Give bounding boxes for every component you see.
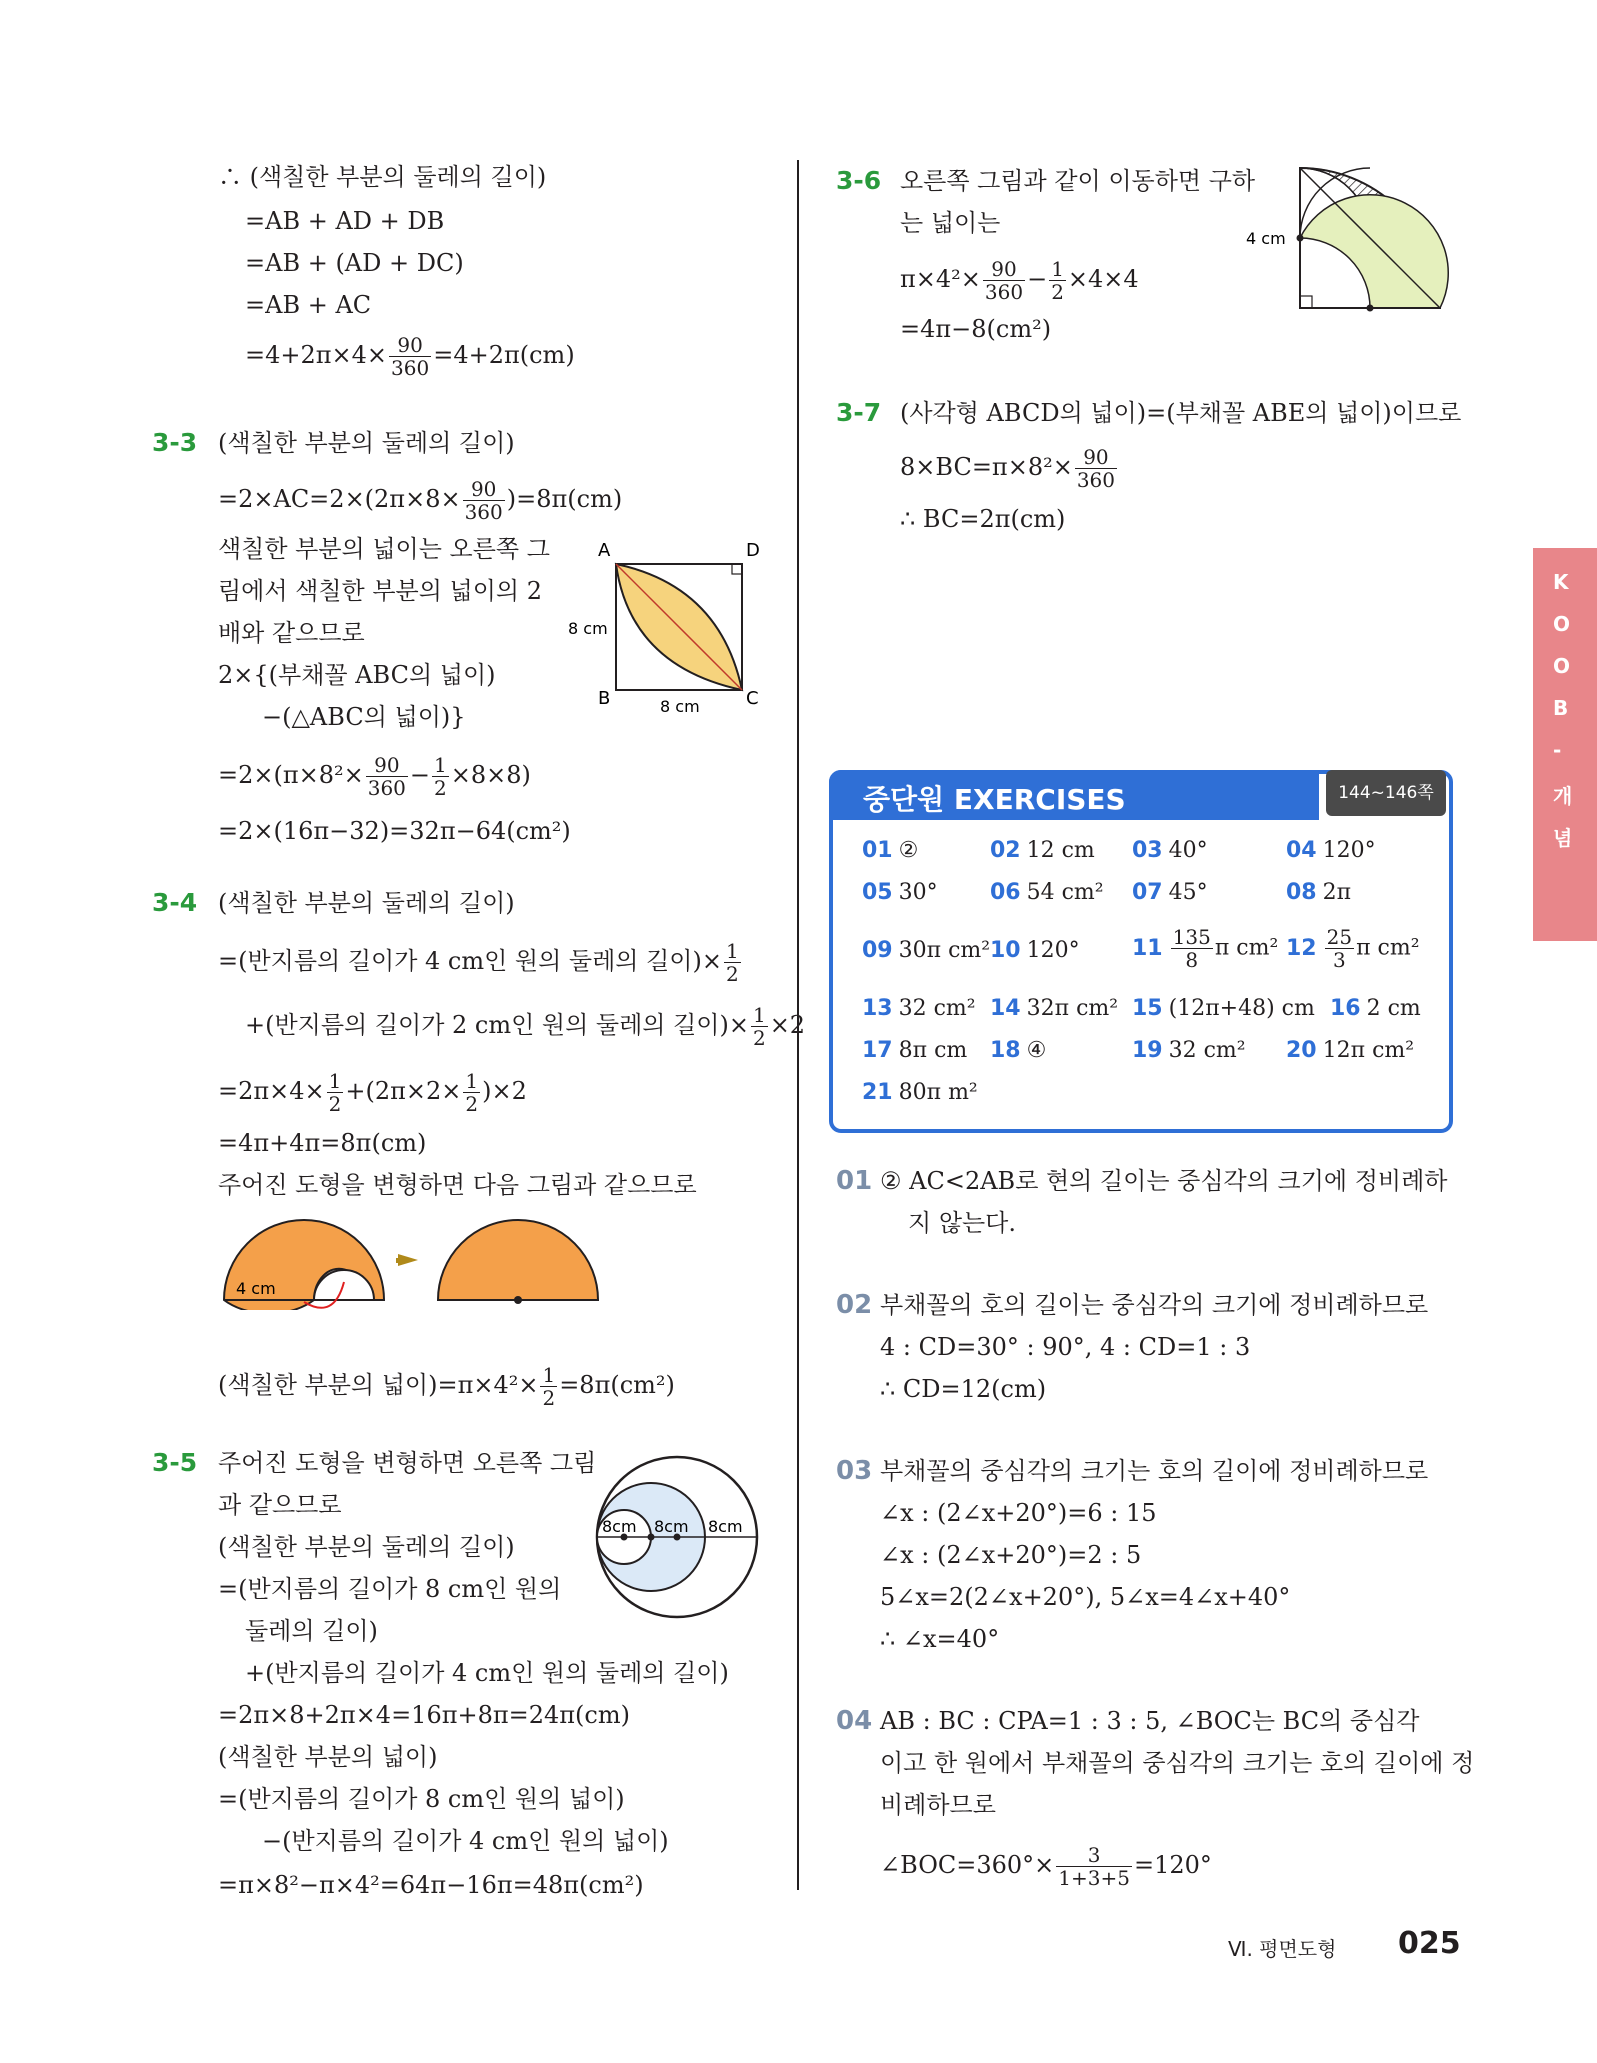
problem-number: 3-3 xyxy=(152,428,198,457)
problem-number: 3-5 xyxy=(152,1448,198,1477)
text-line: ∴ (색칠한 부분의 둘레의 길이) xyxy=(218,163,547,191)
side-tab-char: K xyxy=(1553,570,1569,594)
text-line: 2×{(부채꼴 ABC의 넓이) xyxy=(218,661,496,689)
side-tab-char: 개 xyxy=(1553,784,1573,808)
text-line: 오른쪽 그림과 같이 이동하면 구하 xyxy=(900,167,1256,195)
answer-item: 08 2π xyxy=(1286,880,1352,905)
text-line: 색칠한 부분의 넓이는 오른쪽 그 xyxy=(218,535,550,563)
text-line: 5∠x=2(2∠x+20°), 5∠x=4∠x+40° xyxy=(880,1583,1291,1611)
label-c: 8cm xyxy=(708,1517,743,1536)
side-tab-char: - xyxy=(1553,738,1562,762)
exercises-page-tag: 144~146쪽 xyxy=(1326,770,1446,816)
footer-section: Ⅵ. 평면도형 xyxy=(1228,1937,1337,1961)
formula-line: =2×(π×8²× $\frac{90}{360}$ − $\frac{1}{2}$ ×8×8) xyxy=(218,753,531,800)
text-line: 주어진 도형을 변형하면 오른쪽 그림 xyxy=(218,1449,597,1477)
text-line: =(반지름의 길이가 8 cm인 원의 넓이) xyxy=(218,1785,625,1813)
label-D: D xyxy=(746,540,760,561)
problem-number: 3-7 xyxy=(836,398,882,427)
exercises-title: 중단원 EXERCISES xyxy=(863,783,1126,816)
question-number: 01 xyxy=(836,1166,873,1196)
answer-item: 20 12π cm² xyxy=(1286,1038,1415,1063)
text-line: 지 않는다. xyxy=(908,1209,1016,1237)
answer-item: 15 (12π+48) cm xyxy=(1132,996,1315,1021)
answer-item: 10 120° xyxy=(990,938,1080,963)
transform-figure xyxy=(214,1210,614,1310)
formula-line: =2π×4× $\frac{1}{2}$ +(2π×2× $\frac{1}{2}$ )×2 xyxy=(218,1069,527,1116)
label-a: 8cm xyxy=(602,1517,637,1536)
problem-number: 3-4 xyxy=(152,888,198,917)
text-line: =4π−8(cm²) xyxy=(900,315,1052,343)
side-tab-char: O xyxy=(1553,612,1571,636)
side-label: 4 cm xyxy=(1246,229,1286,248)
text-line: ∴ BC=2π(cm) xyxy=(900,505,1066,533)
answer-item: 01 ② xyxy=(862,838,919,863)
formula-line: 8×BC=π×8²× $\frac{90}{360}$ xyxy=(900,445,1116,492)
question-number: 03 xyxy=(836,1456,873,1486)
side-tab-char: 념 xyxy=(1553,826,1573,850)
text-line: 배와 같으므로 xyxy=(218,619,365,647)
answer-item: 02 12 cm xyxy=(990,838,1095,863)
formula-line: (색칠한 부분의 넓이)=π×4²× $\frac{1}{2}$ =8π(cm²) xyxy=(218,1363,675,1410)
label-B: B xyxy=(598,688,611,709)
answer-item: 12 $\frac{25}{3}$ π cm² xyxy=(1286,925,1420,972)
answer-item: 04 120° xyxy=(1286,838,1376,863)
text-line: =π×8²−π×4²=64π−16π=48π(cm²) xyxy=(218,1871,644,1899)
formula-part: =4+2π(cm) xyxy=(433,341,575,369)
answer-item: 16 2 cm xyxy=(1330,996,1421,1021)
text-line: ∴ ∠x=40° xyxy=(880,1625,1000,1653)
answer-item: 17 8π cm xyxy=(862,1038,968,1063)
answer-item: 09 30π cm² xyxy=(862,938,991,963)
text-line: −(△ABC의 넓이)} xyxy=(262,703,466,731)
answer-item: 13 32 cm² xyxy=(862,996,976,1021)
side-tab-char: O xyxy=(1553,654,1571,678)
text-line: =AB + AC xyxy=(245,291,372,319)
problem-number: 3-6 xyxy=(836,166,882,195)
label-b: 8cm xyxy=(654,1517,689,1536)
formula-line: π×4²× $\frac{90}{360}$ − $\frac{1}{2}$ ×4×4 xyxy=(900,257,1139,304)
text-line: (색칠한 부분의 둘레의 길이) xyxy=(218,1533,515,1561)
text-line: =2π×8+2π×4=16π+8π=24π(cm) xyxy=(218,1701,630,1729)
text-line: 둘레의 길이) xyxy=(245,1617,378,1645)
text-line: ② AC<2AB로 현의 길이는 중심각의 크기에 정비례하 xyxy=(880,1167,1448,1195)
circles-figure xyxy=(592,1452,762,1622)
radius-label: 4 cm xyxy=(236,1279,276,1298)
text-line: 비례하므로 xyxy=(880,1791,996,1819)
answer-item: 19 32 cm² xyxy=(1132,1038,1246,1063)
side-tab xyxy=(1533,548,1597,941)
text-line: −(반지름의 길이가 4 cm인 원의 넓이) xyxy=(262,1827,669,1855)
text-line: =4π+4π=8π(cm) xyxy=(218,1129,427,1157)
page-number: 025 xyxy=(1398,1926,1461,1961)
text-line: (사각형 ABCD의 넓이)=(부채꼴 ABE의 넓이)이므로 xyxy=(900,399,1462,427)
text-line: =AB + (AD + DC) xyxy=(245,249,464,277)
label-A: A xyxy=(598,540,611,561)
formula-line: ∠BOC=360°× $\frac{3}{1+3+5}$ =120° xyxy=(880,1843,1212,1890)
text-line: ∠x : (2∠x+20°)=6 : 15 xyxy=(880,1499,1157,1527)
side-tab-char: B xyxy=(1553,696,1569,720)
answer-item: 05 30° xyxy=(862,880,938,905)
answer-item: 11 $\frac{135}{8}$ π cm² xyxy=(1132,925,1279,972)
label-bottom: 8 cm xyxy=(660,697,700,716)
formula-line: =2×AC=2×(2π×8× $\frac{90}{360}$ )=8π(cm) xyxy=(218,477,623,524)
text-line: =(반지름의 길이가 8 cm인 원의 xyxy=(218,1575,562,1603)
text-line: =2×(16π−32)=32π−64(cm²) xyxy=(218,817,571,845)
text-line: (색칠한 부분의 둘레의 길이) xyxy=(218,889,515,917)
formula-line: +(반지름의 길이가 2 cm인 원의 둘레의 길이)× $\frac{1}{2}$ ×2 xyxy=(245,1003,806,1050)
formula-line xyxy=(245,334,575,379)
answer-item: 21 80π m² xyxy=(862,1080,978,1105)
question-number: 04 xyxy=(836,1706,873,1736)
text-line: ∴ CD=12(cm) xyxy=(880,1375,1047,1403)
text-line: 과 같으므로 xyxy=(218,1491,342,1519)
text-line: 4 : CD=30° : 90°, 4 : CD=1 : 3 xyxy=(880,1333,1251,1361)
label-C: C xyxy=(746,688,759,709)
text-line: 이고 한 원에서 부채꼴의 중심각의 크기는 호의 길이에 정 xyxy=(880,1749,1475,1777)
answer-item: 14 32π cm² xyxy=(990,996,1119,1021)
question-number: 02 xyxy=(836,1290,873,1320)
answer-item: 07 45° xyxy=(1132,880,1208,905)
text-line: 는 넓이는 xyxy=(900,209,1001,237)
text-line: ∠x : (2∠x+20°)=2 : 5 xyxy=(880,1541,1142,1569)
text-line: (색칠한 부분의 넓이) xyxy=(218,1743,438,1771)
answer-item: 03 40° xyxy=(1132,838,1208,863)
text-line: 림에서 색칠한 부분의 넓이의 2 xyxy=(218,577,542,605)
text-line: 부채꼴의 중심각의 크기는 호의 길이에 정비례하므로 xyxy=(880,1457,1429,1485)
text-line: =AB + AD + DB xyxy=(245,207,445,235)
formula-part: =4+2π×4× xyxy=(245,341,388,369)
quarter-circle-figure xyxy=(1240,160,1450,320)
text-line: 부채꼴의 호의 길이는 중심각의 크기에 정비례하므로 xyxy=(880,1291,1429,1319)
exercises-header xyxy=(829,770,1319,820)
text-line: 주어진 도형을 변형하면 다음 그림과 같으므로 xyxy=(218,1171,697,1199)
fraction: $\frac{90}{360}$ xyxy=(391,333,430,380)
formula-line: =(반지름의 길이가 4 cm인 원의 둘레의 길이)× $\frac{1}{2}$ xyxy=(218,939,739,986)
text-line: AB : BC : CPA=1 : 3 : 5, ∠BOC는 BC의 중심각 xyxy=(880,1707,1420,1735)
label-side: 8 cm xyxy=(568,619,608,638)
answer-item: 18 ④ xyxy=(990,1038,1047,1063)
text-line: (색칠한 부분의 둘레의 길이) xyxy=(218,429,515,457)
text-line: +(반지름의 길이가 4 cm인 원의 둘레의 길이) xyxy=(245,1659,729,1687)
answer-item: 06 54 cm² xyxy=(990,880,1104,905)
square-sector-figure xyxy=(560,536,770,716)
